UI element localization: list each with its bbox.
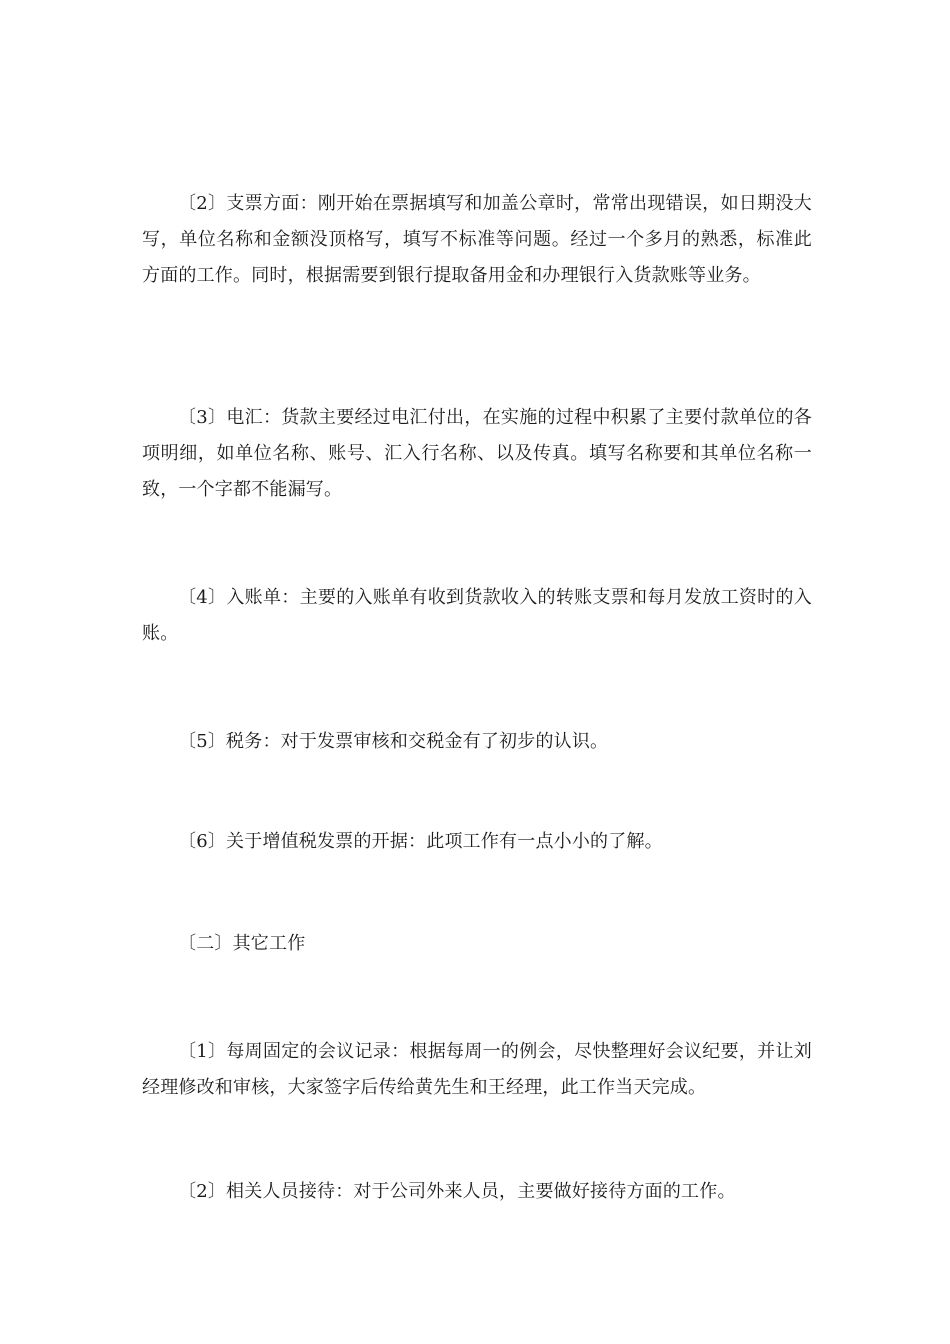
paragraph-wire-transfer: 〔3〕电汇：货款主要经过电汇付出，在实施的过程中积累了主要付款单位的各项明细，如单位名称、账号、汇入行名称、以及传真。填写名称要和其单位名称一致，一个字都不能漏写。 — [142, 407, 812, 500]
paragraph-check-work: 〔2〕支票方面：刚开始在票据填写和加盖公章时，常常出现错误，如日期没大写，单位名称和金额没顶格写，填写不标准等问题。经过一个多月的熟悉，标准此方面的工作。同时，根据需要到银行提取备用金和办理银行入货款账等业务。 — [142, 193, 812, 286]
paragraph-visitor-reception: 〔2〕相关人员接待：对于公司外来人员，主要做好接待方面的工作。 — [178, 1181, 736, 1202]
paragraph-tax-affairs: 〔5〕税务：对于发票审核和交税金有了初步的认识。 — [178, 731, 609, 752]
paragraph-meeting-minutes: 〔1〕每周固定的会议记录：根据每周一的例会，尽快整理好会议纪要，并让刘经理修改和审核，大家签字后传给黄先生和王经理，此工作当天完成。 — [142, 1041, 812, 1098]
paragraph-entry-voucher: 〔4〕入账单：主要的入账单有收到货款收入的转账支票和每月发放工资时的入账。 — [142, 587, 812, 644]
paragraph-vat-invoice: 〔6〕关于增值税发票的开据：此项工作有一点小小的了解。 — [178, 831, 663, 852]
section-heading-other-work: 〔二〕其它工作 — [178, 933, 306, 954]
